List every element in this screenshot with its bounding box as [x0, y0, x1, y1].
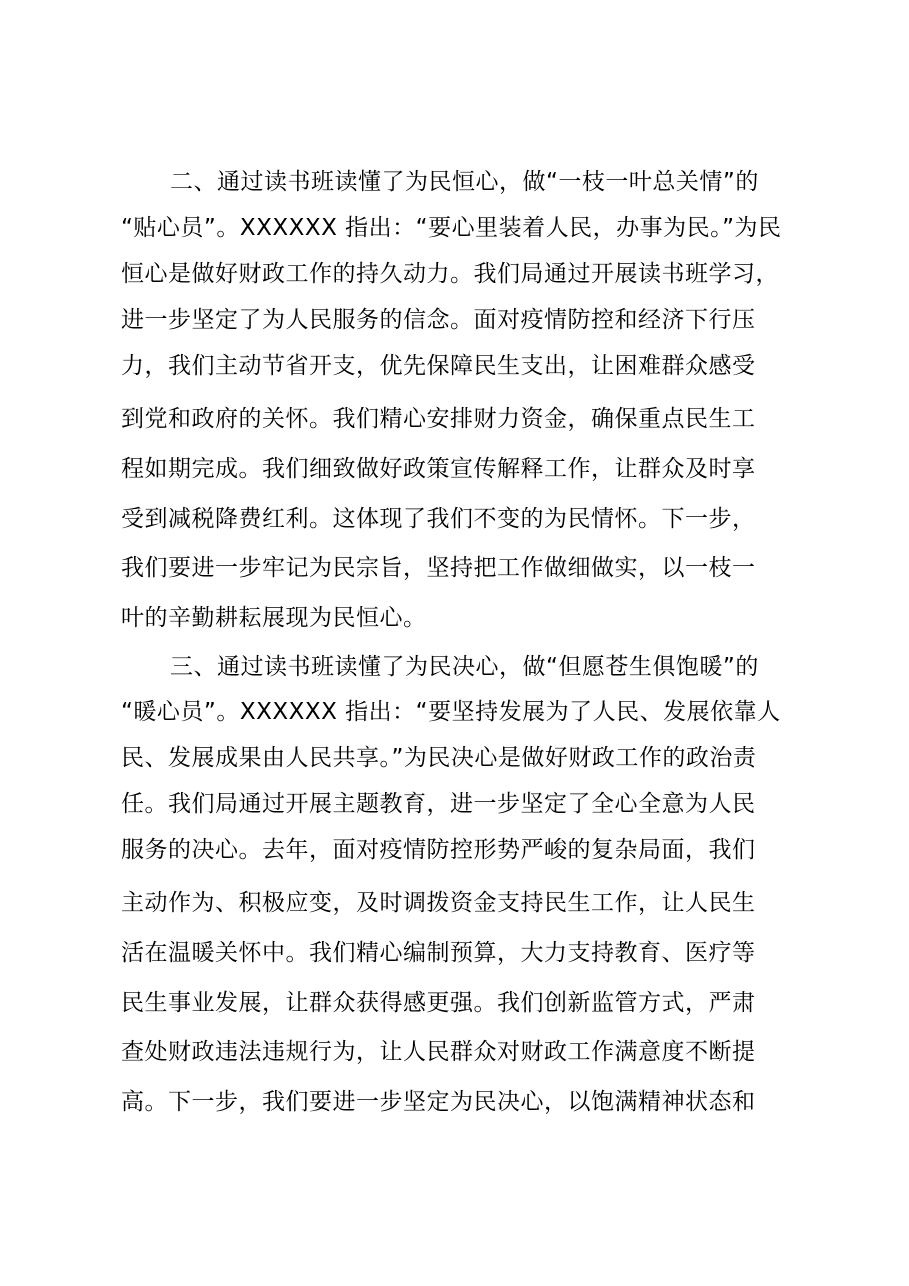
paragraph-2-line-3: 民、发展成果由人民共享。”为民决心是做好财政工作的政治责: [121, 745, 757, 771]
paragraph-2-line-1: 三、通过读书班读懂了为民决心，做“但愿苍生俱饱暖”的: [170, 654, 759, 680]
paragraph-1-line-7: 程如期完成。我们细致做好政策宣传解释工作，让群众及时享: [121, 456, 756, 482]
paragraph-2-line-9: 查处财政违法违规行为，让人民群众对财政工作满意度不断提: [121, 1039, 756, 1065]
paragraph-2-line-5: 服务的决心。去年，面对疫情防控形势严峻的复杂局面，我们: [121, 837, 756, 863]
paragraph-2-line-7: 活在温暖关怀中。我们精心编制预算，大力支持教育、医疗等: [121, 940, 756, 966]
paragraph-1-line-8: 受到减税降费红利。这体现了我们不变的为民情怀。下一步，: [121, 506, 756, 532]
paragraph-1-line-9: 我们要进一步牢记为民宗旨，坚持把工作做细做实，以一枝一: [121, 555, 756, 581]
paragraph-2-line-2: “暖心员”。XXXXXX 指出：“要坚持发展为了人民、发展依靠人: [121, 699, 781, 725]
paragraph-1-line-4: 进一步坚定了为人民服务的信念。面对疫情防控和经济下行压: [121, 307, 756, 333]
paragraph-2-line-8: 民生事业发展，让群众获得感更强。我们创新监管方式，严肃: [121, 990, 756, 1016]
paragraph-2-line-6: 主动作为、积极应变，及时调拨资金支持民生工作，让人民生: [121, 890, 756, 916]
paragraph-1-line-10: 叶的辛勤耕耘展现为民恒心。: [121, 605, 427, 631]
paragraph-1-line-5: 力，我们主动节省开支，优先保障民生支出，让困难群众感受: [121, 353, 756, 379]
paragraph-1-line-3: 恒心是做好财政工作的持久动力。我们局通过开展读书班学习，: [121, 261, 779, 287]
paragraph-1-line-1: 二、通过读书班读懂了为民恒心，做“一枝一叶总关情”的: [170, 169, 759, 195]
paragraph-1-line-2: “贴心员”。XXXXXX 指出：“要心里装着人民，办事为民。”为民: [121, 215, 782, 241]
paragraph-2-line-10: 高。下一步，我们要进一步坚定为民决心，以饱满精神状态和: [121, 1089, 756, 1115]
paragraph-2-line-4: 任。我们局通过开展主题教育，进一步坚定了全心全意为人民: [121, 791, 756, 817]
paragraph-1-line-6: 到党和政府的关怀。我们精心安排财力资金，确保重点民生工: [121, 406, 756, 432]
